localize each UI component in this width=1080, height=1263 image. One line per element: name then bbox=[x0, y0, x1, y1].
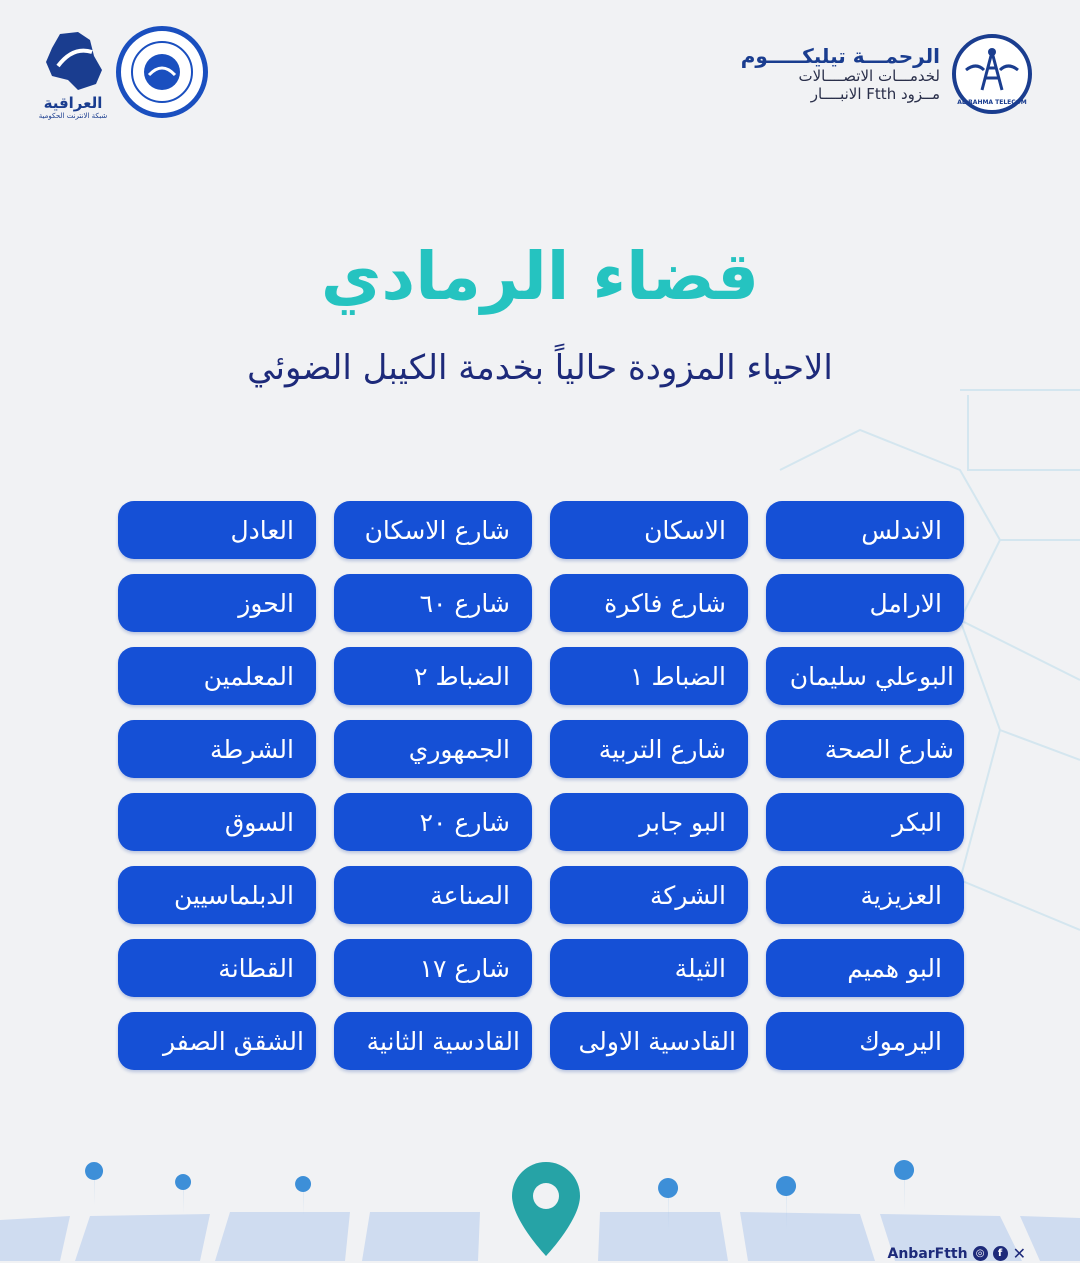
neighborhood-pill: البو هميم bbox=[766, 939, 964, 997]
neighborhood-pill: البوعلي سليمان bbox=[766, 647, 964, 705]
al-rahma-logo bbox=[952, 34, 1032, 114]
provider-name: الرحمـــة تيليكـــــوم bbox=[740, 44, 940, 69]
neighborhood-pill: الاسكان bbox=[550, 501, 748, 559]
neighborhood-pill: البكر bbox=[766, 793, 964, 851]
neighborhood-pill: العادل bbox=[118, 501, 316, 559]
neighborhood-pill: القادسية الاولى bbox=[550, 1012, 748, 1070]
neighborhood-pill: الاندلس bbox=[766, 501, 964, 559]
main-location-pin-icon bbox=[512, 1162, 580, 1256]
neighborhood-pill: الحوز bbox=[118, 574, 316, 632]
neighborhood-pill: القادسية الثانية bbox=[334, 1012, 532, 1070]
provider-brand bbox=[741, 34, 1032, 114]
gov-network-name: العراقية bbox=[43, 94, 103, 112]
neighborhood-pill: الشرطة bbox=[118, 720, 316, 778]
page-title: قضاء الرمادي bbox=[320, 238, 760, 315]
neighborhood-pill: الصناعة bbox=[334, 866, 532, 924]
gov-network-sub: شبكة الانترنت الحكومية bbox=[38, 112, 108, 120]
neighborhood-pill: شارع ٦٠ bbox=[334, 574, 532, 632]
neighborhood-pill: الشركة bbox=[550, 866, 748, 924]
neighborhood-pill: الجمهوري bbox=[334, 720, 532, 778]
provider-line1: لخدمـــات الاتصــــالات bbox=[798, 67, 940, 86]
neighborhood-pill: الضباط ٢ bbox=[334, 647, 532, 705]
x-icon[interactable]: ✕ bbox=[1012, 1244, 1026, 1263]
neighborhood-pill: العزيزية bbox=[766, 866, 964, 924]
neighborhood-pill: السوق bbox=[118, 793, 316, 851]
seal-emblem-icon bbox=[121, 31, 203, 113]
government-brands bbox=[38, 26, 208, 120]
neighborhood-pill: شارع ٢٠ bbox=[334, 793, 532, 851]
iraq-map-icon bbox=[38, 26, 108, 96]
page-subtitle: الاحياء المزودة حالياً بخدمة الكيبل الضوئي bbox=[247, 348, 833, 388]
neighborhood-pill: شارع التربية bbox=[550, 720, 748, 778]
neighborhood-pill: الثيلة bbox=[550, 939, 748, 997]
social-handle: AnbarFtth bbox=[887, 1245, 968, 1262]
neighborhood-pill: شارع فاكرة bbox=[550, 574, 748, 632]
social-links bbox=[888, 1244, 1027, 1263]
neighborhood-pill: البو جابر bbox=[550, 793, 748, 851]
neighborhood-pill: المعلمين bbox=[118, 647, 316, 705]
neighborhood-pill: الارامل bbox=[766, 574, 964, 632]
facebook-icon[interactable]: f bbox=[993, 1246, 1008, 1261]
neighborhood-pill: الضباط ١ bbox=[550, 647, 748, 705]
neighborhood-pill: الدبلماسيين bbox=[118, 866, 316, 924]
neighborhood-pill: القطانة bbox=[118, 939, 316, 997]
telecom-company-seal bbox=[116, 26, 208, 118]
logo-caption: AL-RAHMA TELECOM bbox=[957, 99, 1027, 106]
neighborhood-pill: شارع ١٧ bbox=[334, 939, 532, 997]
neighborhood-pill: شارع الاسكان bbox=[334, 501, 532, 559]
provider-line2: مــزود Ftth الانبــــار bbox=[810, 84, 940, 103]
neighborhood-grid bbox=[116, 501, 964, 1070]
instagram-icon[interactable]: ◎ bbox=[973, 1246, 988, 1261]
neighborhood-pill: الشقق الصفر bbox=[118, 1012, 316, 1070]
iraqi-network-logo bbox=[38, 26, 108, 120]
neighborhood-pill: شارع الصحة bbox=[766, 720, 964, 778]
neighborhood-pill: اليرموك bbox=[766, 1012, 964, 1070]
